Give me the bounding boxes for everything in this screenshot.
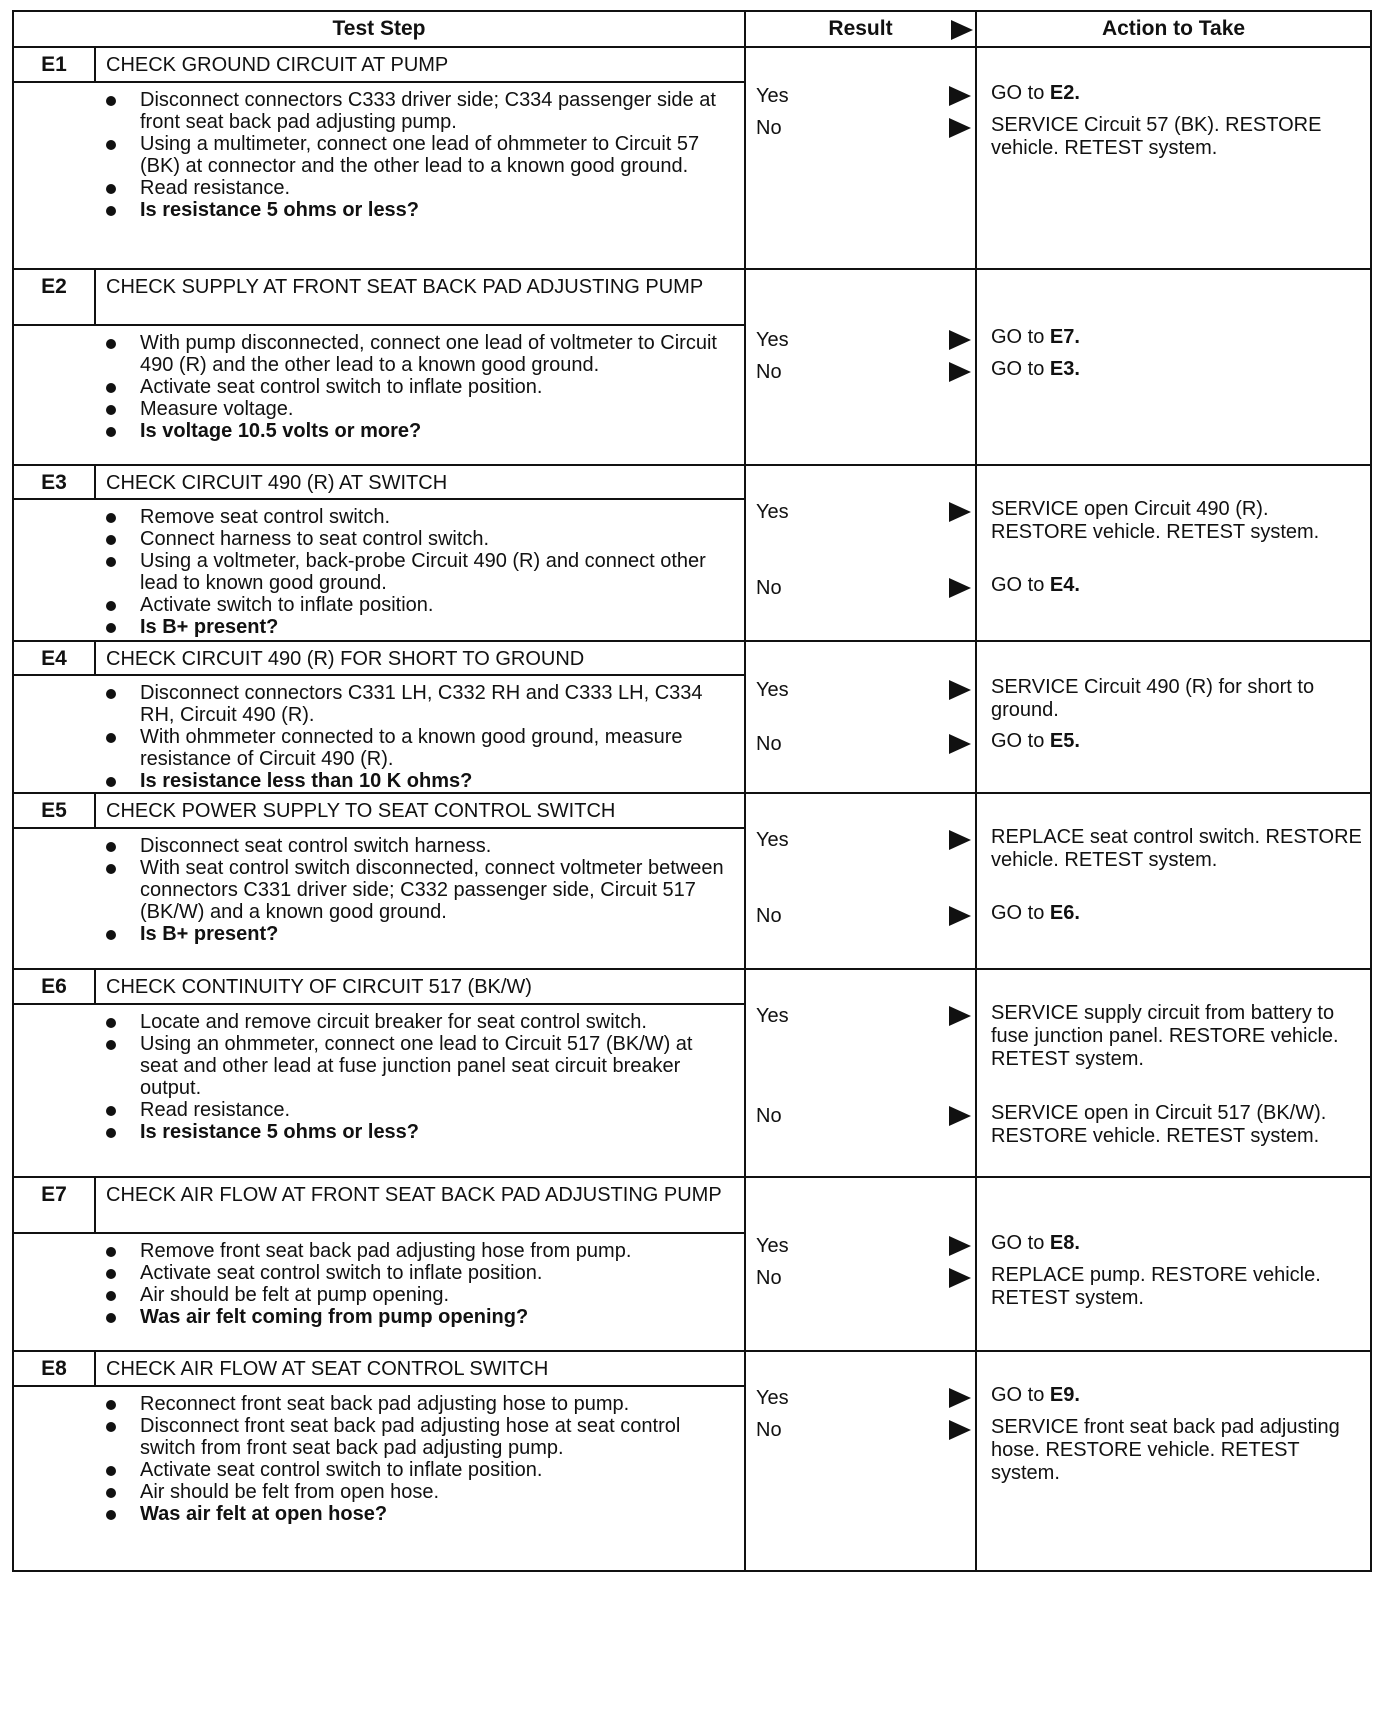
result-cell	[746, 48, 977, 268]
test-step-cell	[14, 970, 746, 1176]
step-bullet: With seat control switch disconnected, connect voltmeter between connectors C331 driver side; C332 passenger side, Circuit 517 (BK/W) and a known good ground.	[96, 857, 734, 923]
step-body	[14, 676, 744, 796]
step-row-e2	[14, 270, 1370, 466]
step-title: CHECK SUPPLY AT FRONT SEAT BACK PAD ADJUSTING PUMP	[106, 276, 704, 298]
arrow-right-icon	[949, 680, 971, 700]
step-bullet-list	[96, 83, 744, 268]
step-bullet: Disconnect front seat back pad adjusting hose at seat control switch from front seat back pad adjusting pump.	[96, 1415, 734, 1459]
action-cell	[977, 642, 1370, 792]
step-title-row	[14, 970, 744, 1005]
test-step-cell	[14, 1352, 746, 1570]
step-id-spacer	[14, 1005, 96, 1176]
result-cell	[746, 642, 977, 792]
result-yes-label: Yes	[756, 501, 789, 523]
step-bullet: Air should be felt at pump opening.	[96, 1284, 734, 1306]
step-row-e1	[14, 48, 1370, 270]
step-row-e5	[14, 794, 1370, 970]
step-bullet: Is resistance 5 ohms or less?	[96, 199, 734, 221]
result-no-label: No	[756, 361, 782, 383]
result-no	[756, 360, 971, 384]
step-bullet-list	[96, 1005, 744, 1176]
step-row-e3	[14, 466, 1370, 642]
step-title-row	[14, 1352, 744, 1387]
action-no-text: SERVICE Circuit 57 (BK). RESTORE vehicle. RETEST system.	[991, 114, 1322, 159]
arrow-right-icon	[949, 906, 971, 926]
step-bullet: Remove front seat back pad adjusting hose from pump.	[96, 1240, 734, 1262]
step-bullet: Is resistance less than 10 K ohms?	[96, 770, 734, 792]
arrow-right-icon	[949, 734, 971, 754]
action-yes-text: GO to	[991, 1232, 1045, 1254]
step-id: E5	[14, 794, 96, 827]
result-yes-label: Yes	[756, 1235, 789, 1257]
step-bullet: Using a voltmeter, back-probe Circuit 490 (R) and connect other lead to known good ground.	[96, 550, 734, 594]
result-cell	[746, 794, 977, 968]
step-bullet: Was air felt coming from pump opening?	[96, 1306, 734, 1328]
action-cell	[977, 1178, 1370, 1350]
action-yes-text: REPLACE seat control switch. RESTORE vehicle. RETEST system.	[991, 826, 1362, 871]
step-id-spacer	[14, 83, 96, 268]
step-bullet-list	[96, 1234, 744, 1350]
result-no-label: No	[756, 1267, 782, 1289]
action-no-target: E5.	[1049, 730, 1080, 752]
action-no-target: E3.	[1049, 358, 1080, 380]
arrow-right-icon	[949, 1006, 971, 1026]
step-id-spacer	[14, 500, 96, 642]
action-no	[991, 902, 1362, 925]
step-id: E8	[14, 1352, 96, 1385]
action-no	[991, 358, 1362, 381]
test-step-cell	[14, 794, 746, 968]
action-cell	[977, 270, 1370, 464]
action-no	[991, 114, 1362, 160]
action-yes-target: E2.	[1049, 82, 1080, 104]
action-no	[991, 574, 1362, 597]
result-yes	[756, 828, 971, 852]
arrow-right-icon	[949, 1106, 971, 1126]
step-id: E4	[14, 642, 96, 674]
arrow-right-icon	[949, 1388, 971, 1408]
header-action: Action to Take	[1101, 17, 1246, 40]
action-yes-text: SERVICE Circuit 490 (R) for short to ground.	[991, 676, 1315, 721]
result-yes	[756, 328, 971, 352]
step-id: E2	[14, 270, 96, 324]
step-title: CHECK CIRCUIT 490 (R) AT SWITCH	[106, 472, 448, 494]
result-yes-label: Yes	[756, 1387, 789, 1409]
arrow-right-icon	[949, 362, 971, 382]
arrow-right-icon	[949, 1236, 971, 1256]
step-id: E1	[14, 48, 96, 81]
step-body	[14, 1387, 744, 1570]
step-title: CHECK AIR FLOW AT FRONT SEAT BACK PAD ADJUSTING PUMP	[106, 1184, 722, 1206]
action-yes	[991, 326, 1362, 349]
step-bullet: Locate and remove circuit breaker for seat control switch.	[96, 1011, 734, 1033]
arrow-right-icon	[949, 502, 971, 522]
arrow-right-icon	[949, 86, 971, 106]
step-bullet: Disconnect seat control switch harness.	[96, 835, 734, 857]
step-title-row	[14, 466, 744, 500]
result-no	[756, 576, 971, 600]
result-no	[756, 1266, 971, 1290]
action-no-text: SERVICE front seat back pad adjusting hose. RESTORE vehicle. RETEST system.	[991, 1416, 1340, 1484]
header-test-step: Test Step	[14, 12, 746, 46]
step-title-row	[14, 1178, 744, 1234]
step-id: E6	[14, 970, 96, 1003]
action-yes-target: E8.	[1049, 1232, 1080, 1254]
step-bullet: Was air felt at open hose?	[96, 1503, 734, 1525]
result-no-label: No	[756, 1419, 782, 1441]
step-title-row	[14, 48, 744, 83]
step-row-e4	[14, 642, 1370, 794]
step-title-row	[14, 794, 744, 829]
step-bullet-list	[96, 676, 744, 796]
step-bullet-list	[96, 1387, 744, 1570]
step-body	[14, 1005, 744, 1176]
action-yes	[991, 826, 1362, 872]
step-bullet: Is B+ present?	[96, 616, 734, 638]
action-no	[991, 1416, 1362, 1485]
action-yes-text: GO to	[991, 326, 1045, 348]
step-bullet: Using an ohmmeter, connect one lead to Circuit 517 (BK/W) at seat and other lead at fuse junction panel seat circuit breaker output.	[96, 1033, 734, 1099]
action-yes-text: GO to	[991, 1384, 1045, 1406]
action-no-text: REPLACE pump. RESTORE vehicle. RETEST system.	[991, 1264, 1321, 1309]
step-bullet: Read resistance.	[96, 177, 734, 199]
test-step-cell	[14, 48, 746, 268]
step-id-spacer	[14, 829, 96, 968]
step-body	[14, 829, 744, 968]
step-bullet: Remove seat control switch.	[96, 506, 734, 528]
step-bullet: Read resistance.	[96, 1099, 734, 1121]
result-yes	[756, 84, 971, 108]
result-yes-label: Yes	[756, 679, 789, 701]
arrow-right-icon	[949, 830, 971, 850]
step-bullet: Disconnect connectors C331 LH, C332 RH and C333 LH, C334 RH, Circuit 490 (R).	[96, 682, 734, 726]
step-bullet-list	[96, 829, 744, 968]
result-no-label: No	[756, 577, 782, 599]
action-no-target: E6.	[1049, 902, 1080, 924]
step-title: CHECK CONTINUITY OF CIRCUIT 517 (BK/W)	[106, 976, 532, 998]
step-row-e6	[14, 970, 1370, 1178]
action-yes	[991, 676, 1362, 722]
result-cell	[746, 466, 977, 640]
step-bullet: Air should be felt from open hose.	[96, 1481, 734, 1503]
result-cell	[746, 970, 977, 1176]
step-row-e7	[14, 1178, 1370, 1352]
arrow-right-icon	[949, 118, 971, 138]
action-yes-target: E9.	[1049, 1384, 1080, 1406]
step-bullet: Is B+ present?	[96, 923, 734, 945]
arrow-right-icon	[949, 330, 971, 350]
step-id: E7	[14, 1178, 96, 1232]
result-yes-label: Yes	[756, 329, 789, 351]
step-bullet: With ohmmeter connected to a known good ground, measure resistance of Circuit 490 (R).	[96, 726, 734, 770]
step-row-e8	[14, 1352, 1370, 1570]
header-result: Result	[828, 17, 893, 40]
step-bullet: Connect harness to seat control switch.	[96, 528, 734, 550]
step-body	[14, 500, 744, 642]
step-bullet: Activate seat control switch to inflate position.	[96, 1262, 734, 1284]
step-id-spacer	[14, 1387, 96, 1570]
result-no	[756, 732, 971, 756]
action-no-text: SERVICE open in Circuit 517 (BK/W). RESTORE vehicle. RETEST system.	[991, 1102, 1327, 1147]
diagnostic-table	[12, 10, 1372, 1572]
step-bullet-list	[96, 500, 744, 642]
action-yes	[991, 498, 1362, 544]
action-cell	[977, 1352, 1370, 1570]
result-yes	[756, 1234, 971, 1258]
step-bullet: Is voltage 10.5 volts or more?	[96, 420, 734, 442]
result-no-label: No	[756, 117, 782, 139]
test-step-cell	[14, 1178, 746, 1350]
step-title-row	[14, 270, 744, 326]
action-no	[991, 1102, 1362, 1148]
result-no	[756, 116, 971, 140]
step-title: CHECK GROUND CIRCUIT AT PUMP	[106, 54, 449, 76]
arrow-right-icon	[951, 20, 973, 40]
result-yes	[756, 1004, 971, 1028]
step-bullet: With pump disconnected, connect one lead of voltmeter to Circuit 490 (R) and the other lead to a known good ground.	[96, 332, 734, 376]
action-yes-target: E7.	[1049, 326, 1080, 348]
action-cell	[977, 466, 1370, 640]
action-no-target: E4.	[1049, 574, 1080, 596]
step-bullet: Using a multimeter, connect one lead of ohmmeter to Circuit 57 (BK) at connector and the other lead to a known good ground.	[96, 133, 734, 177]
action-yes	[991, 1232, 1362, 1255]
result-cell	[746, 1178, 977, 1350]
table-header	[14, 12, 1370, 48]
step-id-spacer	[14, 1234, 96, 1350]
action-no	[991, 730, 1362, 753]
action-yes-text: SERVICE open Circuit 490 (R). RESTORE vehicle. RETEST system.	[991, 498, 1320, 543]
arrow-right-icon	[949, 1268, 971, 1288]
step-body	[14, 326, 744, 464]
action-cell	[977, 794, 1370, 968]
arrow-right-icon	[949, 1420, 971, 1440]
result-yes	[756, 678, 971, 702]
action-yes	[991, 82, 1362, 105]
result-yes-label: Yes	[756, 85, 789, 107]
step-bullet-list	[96, 326, 744, 464]
step-bullet: Measure voltage.	[96, 398, 734, 420]
step-title-row	[14, 642, 744, 676]
action-yes-text: GO to	[991, 82, 1045, 104]
step-body	[14, 83, 744, 268]
result-yes-label: Yes	[756, 829, 789, 851]
action-yes-text: SERVICE supply circuit from battery to fuse junction panel. RESTORE vehicle. RETEST system.	[991, 1002, 1339, 1070]
header-result-cell	[746, 12, 977, 46]
step-bullet: Is resistance 5 ohms or less?	[96, 1121, 734, 1143]
step-bullet: Activate seat control switch to inflate position.	[96, 376, 734, 398]
step-bullet: Disconnect connectors C333 driver side; C334 passenger side at front seat back pad adjusting pump.	[96, 89, 734, 133]
action-no-text: GO to	[991, 358, 1045, 380]
result-no	[756, 904, 971, 928]
step-title: CHECK POWER SUPPLY TO SEAT CONTROL SWITCH	[106, 800, 616, 822]
result-no	[756, 1104, 971, 1128]
step-bullet: Activate switch to inflate position.	[96, 594, 734, 616]
test-step-cell	[14, 270, 746, 464]
step-id-spacer	[14, 326, 96, 464]
result-cell	[746, 270, 977, 464]
step-title: CHECK CIRCUIT 490 (R) FOR SHORT TO GROUND	[106, 648, 585, 670]
action-no-text: GO to	[991, 730, 1045, 752]
step-bullet: Reconnect front seat back pad adjusting hose to pump.	[96, 1393, 734, 1415]
result-yes	[756, 500, 971, 524]
action-yes	[991, 1384, 1362, 1407]
test-step-cell	[14, 642, 746, 792]
step-id-spacer	[14, 676, 96, 796]
step-id: E3	[14, 466, 96, 498]
arrow-right-icon	[949, 578, 971, 598]
action-no-text: GO to	[991, 902, 1045, 924]
result-no-label: No	[756, 905, 782, 927]
result-no-label: No	[756, 1105, 782, 1127]
result-no	[756, 1418, 971, 1442]
test-step-cell	[14, 466, 746, 640]
action-cell	[977, 48, 1370, 268]
result-no-label: No	[756, 733, 782, 755]
action-yes	[991, 1002, 1362, 1071]
action-cell	[977, 970, 1370, 1176]
action-no-text: GO to	[991, 574, 1045, 596]
action-no	[991, 1264, 1362, 1310]
result-cell	[746, 1352, 977, 1570]
step-bullet: Activate seat control switch to inflate position.	[96, 1459, 734, 1481]
result-yes-label: Yes	[756, 1005, 789, 1027]
step-title: CHECK AIR FLOW AT SEAT CONTROL SWITCH	[106, 1358, 549, 1380]
step-body	[14, 1234, 744, 1350]
result-yes	[756, 1386, 971, 1410]
